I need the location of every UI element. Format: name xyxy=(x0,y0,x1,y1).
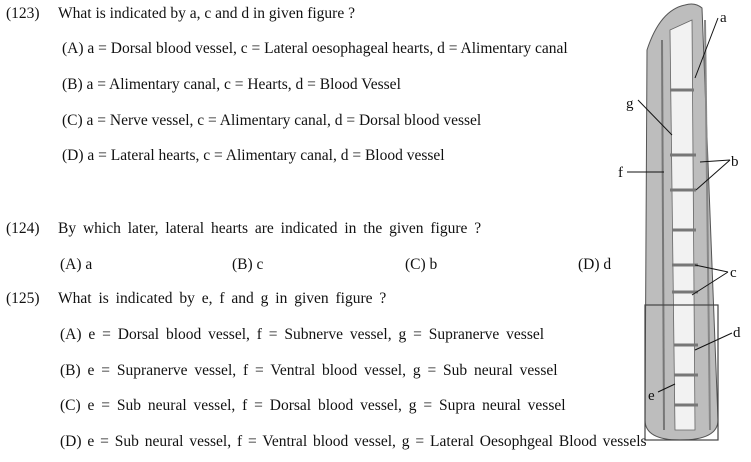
question-number: (123) xyxy=(6,5,40,22)
earthworm-circulatory-figure xyxy=(600,0,751,450)
option-c: (C) b xyxy=(405,256,438,273)
option-b: (B) c xyxy=(232,256,264,273)
question-text: By which later, lateral hearts are indicated in the given figure ? xyxy=(58,220,482,237)
option-b: (B) e = Supranerve vessel, f = Ventral blood vessel, g = Sub neural vessel xyxy=(60,362,558,379)
option-b: (B) a = Alimentary canal, c = Hearts, d = Blood Vessel xyxy=(62,76,401,93)
option-d: (D) e = Sub neural vessel, f = Ventral blood vessel, g = Lateral Oesophgeal Blood vessels xyxy=(60,433,647,450)
label-e: e xyxy=(648,388,655,404)
question-text: What is indicated by e, f and g in given figure ? xyxy=(58,290,387,307)
label-b: b xyxy=(731,154,739,170)
question-text: What is indicated by a, c and d in given figure ? xyxy=(58,5,355,22)
option-a: (A) e = Dorsal blood vessel, f = Subnerve vessel, g = Supranerve vessel xyxy=(60,326,545,343)
label-a: a xyxy=(720,10,727,26)
option-a: (A) a xyxy=(60,256,93,273)
label-c: c xyxy=(730,265,737,281)
option-d: (D) a = Lateral hearts, c = Alimentary canal, d = Blood vessel xyxy=(62,147,445,164)
label-d: d xyxy=(733,325,741,341)
option-c: (C) a = Nerve vessel, c = Alimentary canal, d = Dorsal blood vessel xyxy=(62,112,482,129)
question-number: (124) xyxy=(6,220,40,237)
option-a: (A) a = Dorsal blood vessel, c = Lateral oesophageal hearts, d = Alimentary canal xyxy=(62,40,568,57)
label-f: f xyxy=(618,165,623,181)
option-d: (D) d xyxy=(578,256,612,273)
option-c: (C) e = Sub neural vessel, f = Dorsal blood vessel, g = Supra neural vessel xyxy=(60,397,566,414)
label-g: g xyxy=(626,96,634,112)
question-number: (125) xyxy=(6,290,40,307)
